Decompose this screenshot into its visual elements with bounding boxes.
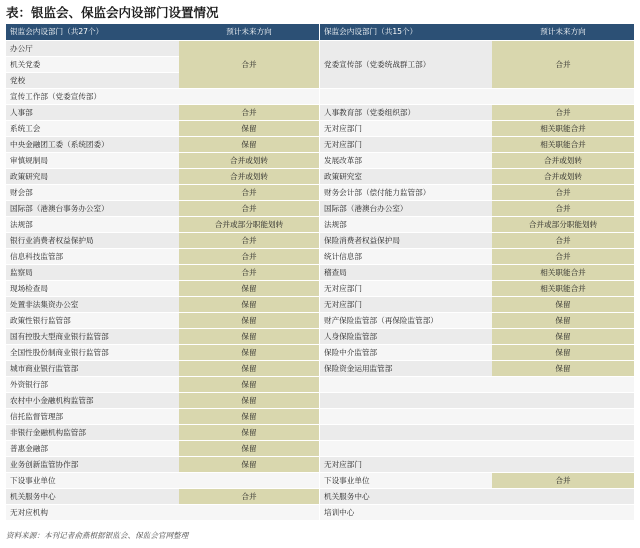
cbrc-direction-cell: 保留 bbox=[179, 409, 319, 425]
cbrc-dept-cell: 全国性股份制商业银行监管部 bbox=[6, 345, 179, 361]
circ-dept-cell: 无对应部门 bbox=[319, 281, 492, 297]
cbrc-dept-cell: 宣传工作部（党委宣传部） bbox=[6, 89, 179, 105]
circ-direction-cell bbox=[492, 393, 634, 409]
circ-direction-cell bbox=[492, 489, 634, 505]
cbrc-direction-cell bbox=[179, 473, 319, 489]
cbrc-dept-cell: 法规部 bbox=[6, 217, 179, 233]
cbrc-dept-cell: 人事部 bbox=[6, 105, 179, 121]
circ-direction-cell: 相关职能合并 bbox=[492, 137, 634, 153]
cbrc-direction-cell: 合并 bbox=[179, 185, 319, 201]
header-cbrc-direction: 预计未来方向 bbox=[179, 24, 319, 41]
circ-dept-cell: 机关服务中心 bbox=[319, 489, 492, 505]
circ-dept-cell: 保险消费者权益保护局 bbox=[319, 233, 492, 249]
circ-dept-cell: 培训中心 bbox=[319, 505, 492, 521]
cbrc-dept-cell: 政策性银行监管部 bbox=[6, 313, 179, 329]
cbrc-dept-cell: 农村中小金融机构监管部 bbox=[6, 393, 179, 409]
circ-dept-cell: 党委宣传部（党委统战群工部） bbox=[319, 41, 492, 89]
cbrc-direction-cell: 保留 bbox=[179, 297, 319, 313]
cbrc-direction-cell: 保留 bbox=[179, 425, 319, 441]
circ-direction-cell: 合并 bbox=[492, 473, 634, 489]
circ-direction-cell bbox=[492, 441, 634, 457]
circ-dept-cell: 下设事业单位 bbox=[319, 473, 492, 489]
cbrc-dept-cell: 审慎规制局 bbox=[6, 153, 179, 169]
cbrc-direction-cell: 合并或划转 bbox=[179, 169, 319, 185]
circ-direction-cell: 合并或部分职能划转 bbox=[492, 217, 634, 233]
cbrc-dept-cell: 城市商业银行监管部 bbox=[6, 361, 179, 377]
circ-direction-cell bbox=[492, 409, 634, 425]
cbrc-direction-cell: 保留 bbox=[179, 361, 319, 377]
circ-dept-cell bbox=[319, 393, 492, 409]
cbrc-dept-cell: 现场检查局 bbox=[6, 281, 179, 297]
cbrc-direction-cell: 保留 bbox=[179, 345, 319, 361]
circ-dept-cell: 保险中介监管部 bbox=[319, 345, 492, 361]
cbrc-direction-cell: 合并 bbox=[179, 233, 319, 249]
circ-direction-cell: 合并 bbox=[492, 185, 634, 201]
cbrc-direction-cell: 保留 bbox=[179, 313, 319, 329]
cbrc-direction-cell: 合并 bbox=[179, 41, 319, 89]
source-note: 资料来源：本刊记者俞燕根据银监会、保监会官网整理 bbox=[6, 531, 189, 540]
cbrc-direction-cell bbox=[179, 89, 319, 105]
circ-dept-cell: 无对应部门 bbox=[319, 297, 492, 313]
cbrc-direction-cell: 合并 bbox=[179, 201, 319, 217]
circ-dept-cell: 国际部（港澳台办公室） bbox=[319, 201, 492, 217]
cbrc-dept-cell: 财会部 bbox=[6, 185, 179, 201]
circ-direction-cell: 相关职能合并 bbox=[492, 281, 634, 297]
cbrc-direction-cell: 合并 bbox=[179, 489, 319, 505]
header-circ-direction: 预计未来方向 bbox=[492, 24, 634, 41]
circ-direction-cell: 保留 bbox=[492, 329, 634, 345]
cbrc-direction-cell: 保留 bbox=[179, 377, 319, 393]
circ-dept-cell: 财产保险监管部（再保险监管部） bbox=[319, 313, 492, 329]
circ-dept-cell: 人身保险监管部 bbox=[319, 329, 492, 345]
cbrc-dept-cell: 办公厅 bbox=[6, 41, 179, 57]
circ-direction-cell: 合并或划转 bbox=[492, 153, 634, 169]
circ-direction-cell: 保留 bbox=[492, 361, 634, 377]
circ-direction-cell: 相关职能合并 bbox=[492, 265, 634, 281]
circ-direction-cell: 保留 bbox=[492, 345, 634, 361]
circ-dept-cell: 财务会计部（偿付能力监管部） bbox=[319, 185, 492, 201]
cbrc-dept-cell: 信托监督管理部 bbox=[6, 409, 179, 425]
cbrc-dept-cell: 普惠金融部 bbox=[6, 441, 179, 457]
circ-dept-cell: 发展改革部 bbox=[319, 153, 492, 169]
cbrc-direction-cell: 保留 bbox=[179, 441, 319, 457]
circ-dept-cell: 无对应部门 bbox=[319, 457, 492, 473]
cbrc-dept-cell: 业务创新监管协作部 bbox=[6, 457, 179, 473]
cbrc-direction-cell: 合并 bbox=[179, 265, 319, 281]
cbrc-dept-cell: 外资银行部 bbox=[6, 377, 179, 393]
cbrc-direction-cell: 保留 bbox=[179, 121, 319, 137]
cbrc-direction-cell: 合并 bbox=[179, 249, 319, 265]
cbrc-dept-cell: 机关服务中心 bbox=[6, 489, 179, 505]
cbrc-dept-cell: 非银行金融机构监管部 bbox=[6, 425, 179, 441]
circ-dept-cell bbox=[319, 425, 492, 441]
circ-dept-cell: 无对应部门 bbox=[319, 137, 492, 153]
cbrc-dept-cell: 下设事业单位 bbox=[6, 473, 179, 489]
circ-direction-cell: 保留 bbox=[492, 313, 634, 329]
cbrc-dept-cell: 国际部（港澳台事务办公室） bbox=[6, 201, 179, 217]
cbrc-direction-cell: 保留 bbox=[179, 393, 319, 409]
circ-dept-cell: 人事教育部（党委组织部） bbox=[319, 105, 492, 121]
cbrc-direction-cell: 保留 bbox=[179, 457, 319, 473]
header-circ-dept: 保监会内设部门（共15个） bbox=[319, 24, 492, 41]
departments-table bbox=[6, 24, 634, 521]
circ-dept-cell: 统计信息部 bbox=[319, 249, 492, 265]
cbrc-direction-cell: 合并或部分职能划转 bbox=[179, 217, 319, 233]
cbrc-dept-cell: 系统工会 bbox=[6, 121, 179, 137]
circ-direction-cell: 合并 bbox=[492, 249, 634, 265]
circ-dept-cell bbox=[319, 377, 492, 393]
circ-direction-cell bbox=[492, 377, 634, 393]
cbrc-dept-cell: 党校 bbox=[6, 73, 179, 89]
circ-direction-cell: 合并 bbox=[492, 201, 634, 217]
page-title: 表：银监会、保监会内设部门设置情况 bbox=[6, 5, 219, 20]
circ-direction-cell: 合并或划转 bbox=[492, 169, 634, 185]
cbrc-direction-cell bbox=[179, 505, 319, 521]
circ-direction-cell bbox=[492, 89, 634, 105]
circ-direction-cell: 合并 bbox=[492, 105, 634, 121]
circ-dept-cell: 法规部 bbox=[319, 217, 492, 233]
circ-dept-cell bbox=[319, 89, 492, 105]
cbrc-dept-cell: 信息科技监管部 bbox=[6, 249, 179, 265]
cbrc-direction-cell: 保留 bbox=[179, 137, 319, 153]
header-cbrc-dept: 银监会内设部门（共27个） bbox=[6, 24, 179, 41]
circ-direction-cell bbox=[492, 457, 634, 473]
cbrc-dept-cell: 监察局 bbox=[6, 265, 179, 281]
circ-dept-cell bbox=[319, 441, 492, 457]
cbrc-direction-cell: 保留 bbox=[179, 329, 319, 345]
cbrc-dept-cell: 国有控股大型商业银行监管部 bbox=[6, 329, 179, 345]
circ-direction-cell: 合并 bbox=[492, 41, 634, 89]
circ-dept-cell: 稽查局 bbox=[319, 265, 492, 281]
circ-dept-cell: 政策研究室 bbox=[319, 169, 492, 185]
circ-direction-cell: 相关职能合并 bbox=[492, 121, 634, 137]
cbrc-dept-cell: 处置非法集资办公室 bbox=[6, 297, 179, 313]
circ-direction-cell: 合并 bbox=[492, 233, 634, 249]
cbrc-direction-cell: 保留 bbox=[179, 281, 319, 297]
cbrc-dept-cell: 银行业消费者权益保护局 bbox=[6, 233, 179, 249]
circ-dept-cell: 无对应部门 bbox=[319, 121, 492, 137]
circ-dept-cell bbox=[319, 409, 492, 425]
cbrc-dept-cell: 政策研究局 bbox=[6, 169, 179, 185]
cbrc-dept-cell: 中央金融团工委（系统团委） bbox=[6, 137, 179, 153]
circ-direction-cell bbox=[492, 505, 634, 521]
cbrc-direction-cell: 合并或划转 bbox=[179, 153, 319, 169]
cbrc-dept-cell: 无对应机构 bbox=[6, 505, 179, 521]
cbrc-direction-cell: 合并 bbox=[179, 105, 319, 121]
circ-direction-cell bbox=[492, 425, 634, 441]
circ-direction-cell: 保留 bbox=[492, 297, 634, 313]
circ-dept-cell: 保险资金运用监管部 bbox=[319, 361, 492, 377]
cbrc-dept-cell: 机关党委 bbox=[6, 57, 179, 73]
